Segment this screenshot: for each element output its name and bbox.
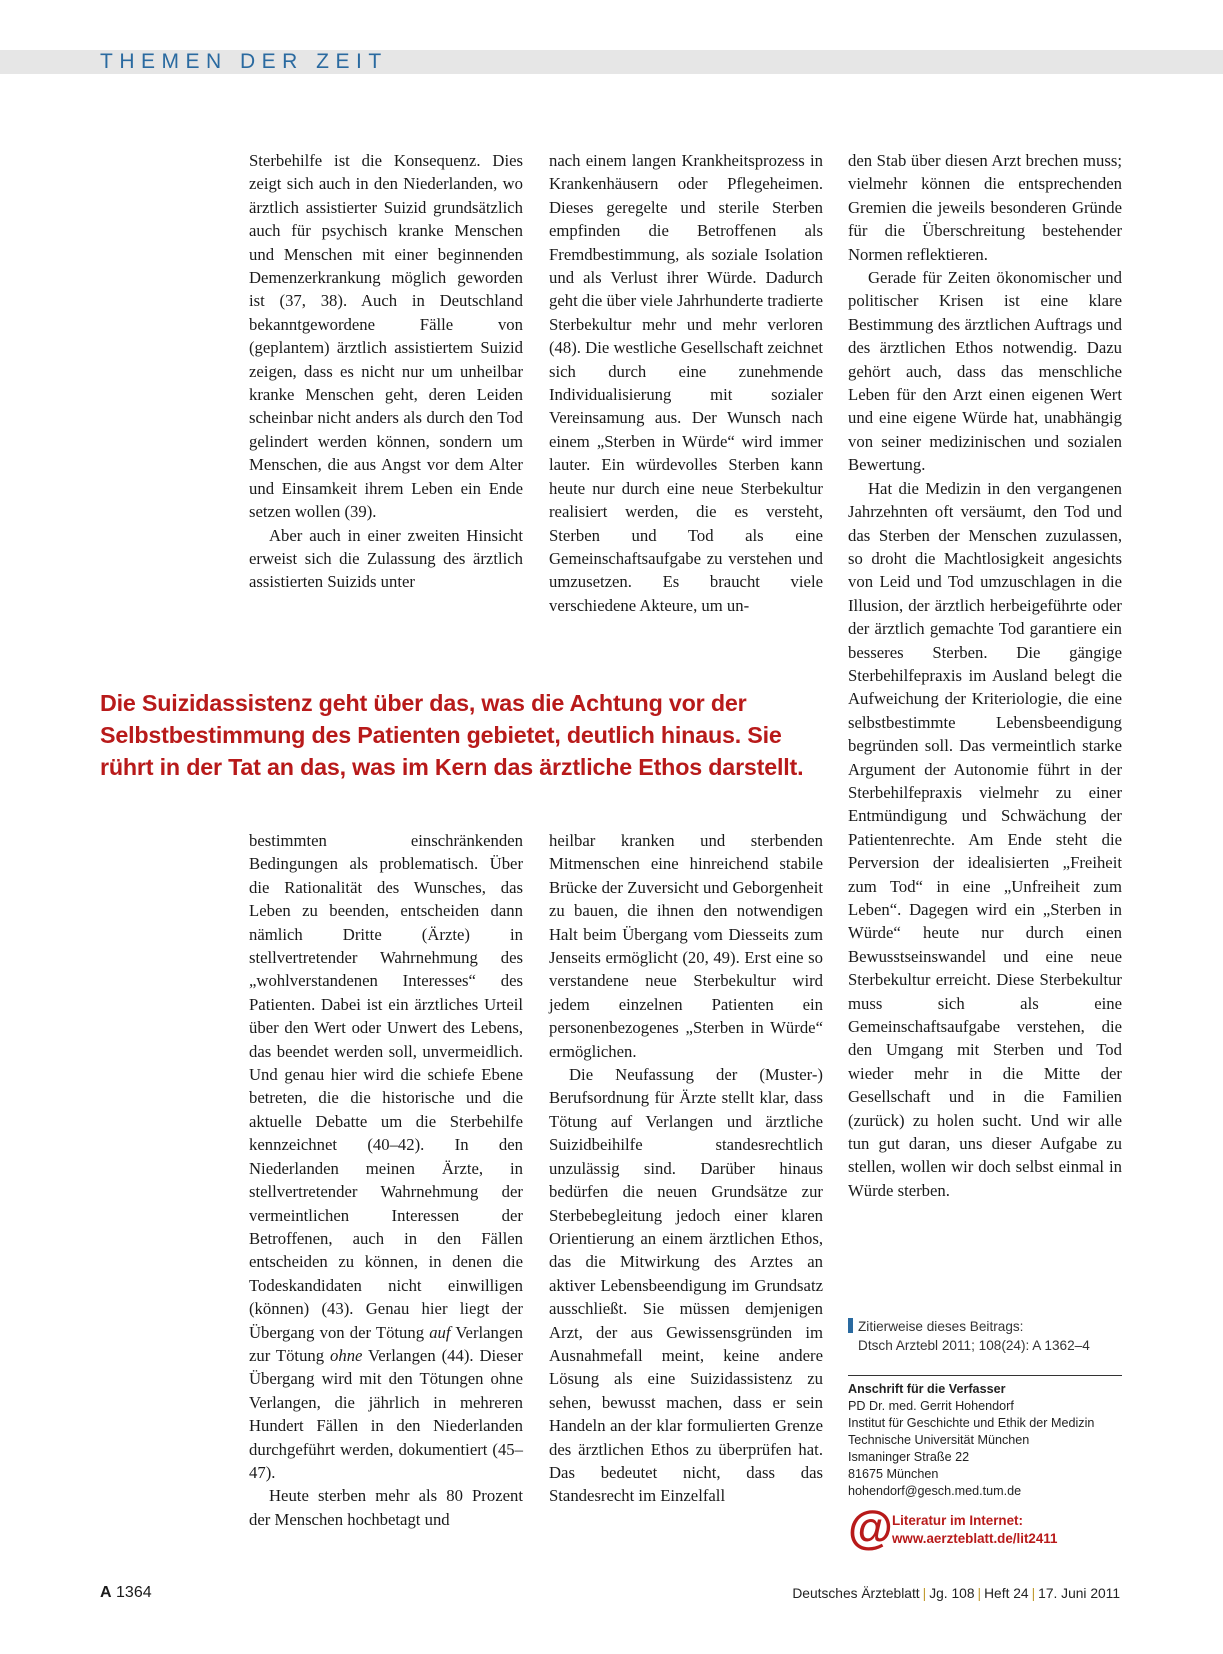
address-line: 81675 München bbox=[848, 1467, 939, 1481]
literature-link-block bbox=[848, 1501, 1148, 1553]
paragraph bbox=[249, 829, 523, 1484]
folio-number: 1364 bbox=[116, 1584, 152, 1601]
footer-separator: | bbox=[1031, 1586, 1036, 1601]
page-number bbox=[100, 1583, 152, 1603]
paragraph: Die Neufassung der (Muster-) Berufsordnung für Ärzte stellt klar, dass Tötung auf Verlangen und ärztliche Suizidbeihilfe standesrechtlich unzulässig sind. Darüber hinaus bedürfen die neuen Grundsätze zur Sterbebegleitung jedoch einer klaren Orientierung an einem ärztlichen Ethos, das die Mitwirkung des Arztes an aktiver Lebensbeendigung im Grundsatz ausschließt. Sie müssen demjenigen Arzt, der aus Gewissensgründen im Ausnahmefall meint, keine andere Lösung als eine Suizidassistenz zu sehen, bewusst machen, dass er sein Handeln an der klar formulierten Grenze des ärztlichen Ethos zu überprüfen hat. Das bedeutet nicht, dass das Standesrecht im Einzelfall bbox=[549, 1065, 823, 1506]
article-column-1-bottom bbox=[249, 829, 523, 1531]
paragraph: Aber auch in einer zweiten Hinsicht erweist sich die Zulassung des ärztlich assistierten Suizids unter bbox=[249, 525, 523, 592]
paragraph-text: Verlangen zur Tötung bbox=[249, 1322, 523, 1365]
article-column-1-top bbox=[249, 149, 523, 594]
at-sign-icon: @ bbox=[848, 1501, 893, 1553]
citation-reference: Dtsch Arztebl 2011; 108(24): A 1362–4 bbox=[858, 1337, 1090, 1353]
journal-issue: Heft 24 bbox=[984, 1586, 1029, 1601]
journal-name: Deutsches Ärzteblatt bbox=[792, 1586, 920, 1601]
paragraph: Hat die Medizin in den vergangenen Jahrzehnten oft versäumt, den Tod und das Sterben der Menschen zuzulassen, so droht die Machtlosigkeit angesichts von Leid und Tod umzuschlagen in die Illusion, der ärztlich herbeigeführte oder der ärztlich gemachte Tod garantiere ein besseres Sterben. Die gängige Sterbehilfepraxis im Ausland belegt die Aufweichung der Kriteriologie, die eine selbstbestimmte Lebensbeendigung begründen soll. Das vermeintlich starke Argument der Autonomie führt in der Sterbehilfepraxis vielmehr zu einer Entmündigung und Schwächung der Patientenrechte. Am Ende steht die Perversion der idealisierten „Freiheit zum Tod“ in eine „Unfreiheit zum Leben“. Dagegen wird ein „Sterben in Würde“ heute nur durch einen Bewusstseinswandel und eine neue Sterbekultur erreicht. Diese Sterbekultur muss sich als eine Gemeinschaftsaufgabe verstehen, die den Umgang mit Sterben und Tod wieder mehr in die Mitte der Gesellschaft und in die Familien (zurück) zu holen sucht. Und wir alle tun gut daran, uns dieser Aufgabe zu stellen, wollen wir doch selbst einmal in Würde sterben. bbox=[848, 478, 1122, 1200]
literature-url-link[interactable]: www.aerzteblatt.de/lit2411 bbox=[892, 1531, 1058, 1546]
paragraph: Heute sterben mehr als 80 Prozent der Menschen hochbetagt und bbox=[249, 1486, 523, 1529]
journal-footer bbox=[792, 1585, 1120, 1603]
journal-volume: Jg. 108 bbox=[929, 1586, 975, 1601]
paragraph-text: Verlangen (44). Dieser Übergang wird mit den Tötungen ohne Verlangen, die jährlich in mehreren Hundert Fällen in den Niederlanden durchgeführt werden, dokumentiert (45–47). bbox=[249, 1345, 523, 1482]
citation-label: Zitierweise dieses Beitrags: bbox=[858, 1319, 1024, 1334]
pull-quote-line: Selbstbestimmung des Patienten gebietet, deutlich hinaus. Sie bbox=[100, 721, 782, 748]
address-email[interactable]: hohendorf@gesch.med.tum.de bbox=[848, 1484, 1022, 1498]
folio-prefix: A bbox=[100, 1584, 112, 1601]
section-label: THEMEN DER ZEIT bbox=[100, 50, 388, 73]
address-line: Ismaninger Straße 22 bbox=[848, 1450, 970, 1464]
pull-quote-line: Die Suizidassistenz geht über das, was die Achtung vor der bbox=[100, 690, 747, 716]
pull-quote bbox=[100, 688, 830, 783]
article-column-3 bbox=[848, 149, 1122, 1202]
footer-separator: | bbox=[922, 1586, 927, 1601]
citation-note bbox=[848, 1318, 1090, 1355]
literature-label: Literatur im Internet: bbox=[892, 1513, 1023, 1528]
citation-marker-icon bbox=[848, 1318, 853, 1333]
paragraph: Gerade für Zeiten ökonomischer und politischer Krisen ist eine klare Bestimmung des ärztlichen Auftrags und des ärztlichen Ethos notwendig. Dazu gehört auch, dass das menschliche Leben für den Arzt einen eigenen Wert und eine eigene Würde hat, unabhängig von seiner medizinischen und sozialen Bewertung. bbox=[848, 268, 1122, 475]
article-column-2-top bbox=[549, 149, 823, 617]
emphasis-ohne: ohne bbox=[330, 1345, 363, 1365]
paragraph: heilbar kranken und sterbenden Mitmenschen eine hinreichend stabile Brücke der Zuversicht und Geborgenheit zu bauen, die ihnen den notwendigen Halt beim Übergang vom Diesseits zum Jenseits ermöglicht (20, 49). Erst eine so verstandene neue Sterbekultur wird jedem einzelnen Patienten ein personenbezogenes „Sterben in Würde“ ermöglichen. bbox=[549, 831, 823, 1061]
footer-separator: | bbox=[977, 1586, 982, 1601]
address-line: Technische Universität München bbox=[848, 1433, 1030, 1447]
paragraph: nach einem langen Krankheitsprozess in Krankenhäusern oder Pflegeheimen. Dieses geregelte und sterile Sterben empfinden die Betroffenen als Fremdbestimmung, als soziale Isolation und als Verlust ihrer Würde. Dadurch geht die über viele Jahrhunderte tradierte Sterbekultur mehr und mehr verloren (48). Die westliche Gesellschaft zeichnet sich durch eine zunehmende Individualisierung mit sozialer Vereinsamung aus. Der Wunsch nach einem „Sterben in Würde“ wird immer lauter. Ein würdevolles Sterben kann heute nur durch eine neue Sterbekultur realisiert werden, die es versteht, Sterben und Tod als eine Gemeinschaftsaufgabe zu verstehen und umzusetzen. Es braucht viele verschiedene Akteure, um un- bbox=[549, 151, 823, 615]
author-address bbox=[848, 1375, 1122, 1500]
address-line: PD Dr. med. Gerrit Hohendorf bbox=[848, 1399, 1014, 1413]
address-line: Institut für Geschichte und Ethik der Medizin bbox=[848, 1416, 1095, 1430]
address-title: Anschrift für die Verfasser bbox=[848, 1382, 1006, 1396]
paragraph: Sterbehilfe ist die Konsequenz. Dies zeigt sich auch in den Niederlanden, wo ärztlich assistierter Suizid grundsätzlich auch für psychisch kranke Menschen und Menschen mit einer beginnenden Demenzerkrankung möglich geworden ist (37, 38). Auch in Deutschland bekanntgewordene Fälle von (geplantem) ärztlich assistiertem Suizid zeigen, dass es nicht nur um unheilbar kranke Menschen geht, deren Leiden scheinbar nicht anders als durch den Tod gelindert werden können, sondern um Menschen, die aus Angst vor dem Alter und Einsamkeit ihrem Leben ein Ende setzen wollen (39). bbox=[249, 151, 523, 522]
emphasis-auf: auf bbox=[429, 1322, 451, 1342]
journal-date: 17. Juni 2011 bbox=[1038, 1586, 1120, 1601]
paragraph-text: bestimmten einschränkenden Bedingungen als problematisch. Über die Rationalität des Wunsches, das Leben zu beenden, entscheiden dann nämlich Dritte (Ärzte) in stellvertretender Wahrnehmung des „wohlverstandenen Interesses“ des Patienten. Dabei ist ein ärztliches Urteil über den Wert oder Unwert des Lebens, das beendet werden soll, unvermeidlich. Und genau hier wird die schiefe Ebene betreten, die die historische und die aktuelle Debatte um die Sterbehilfe kennzeichnet (40–42). In den Niederlanden meinen Ärzte, in stellvertretender Wahrnehmung der vermeintlichen Interessen der Betroffenen, auch in den Fällen entscheiden zu können, in denen die Todeskandidaten nicht einwilligen (können) (43). Genau hier liegt der Übergang von der Tötung bbox=[249, 831, 523, 1342]
paragraph: den Stab über diesen Arzt brechen muss; vielmehr können die entsprechenden Gremien die jeweils besonderen Gründe für die Überschreitung bestehender Normen reflektieren. bbox=[848, 151, 1122, 264]
pull-quote-line: rührt in der Tat an das, was im Kern das ärztliche Ethos darstellt. bbox=[100, 753, 804, 780]
article-column-2-bottom bbox=[549, 829, 823, 1508]
